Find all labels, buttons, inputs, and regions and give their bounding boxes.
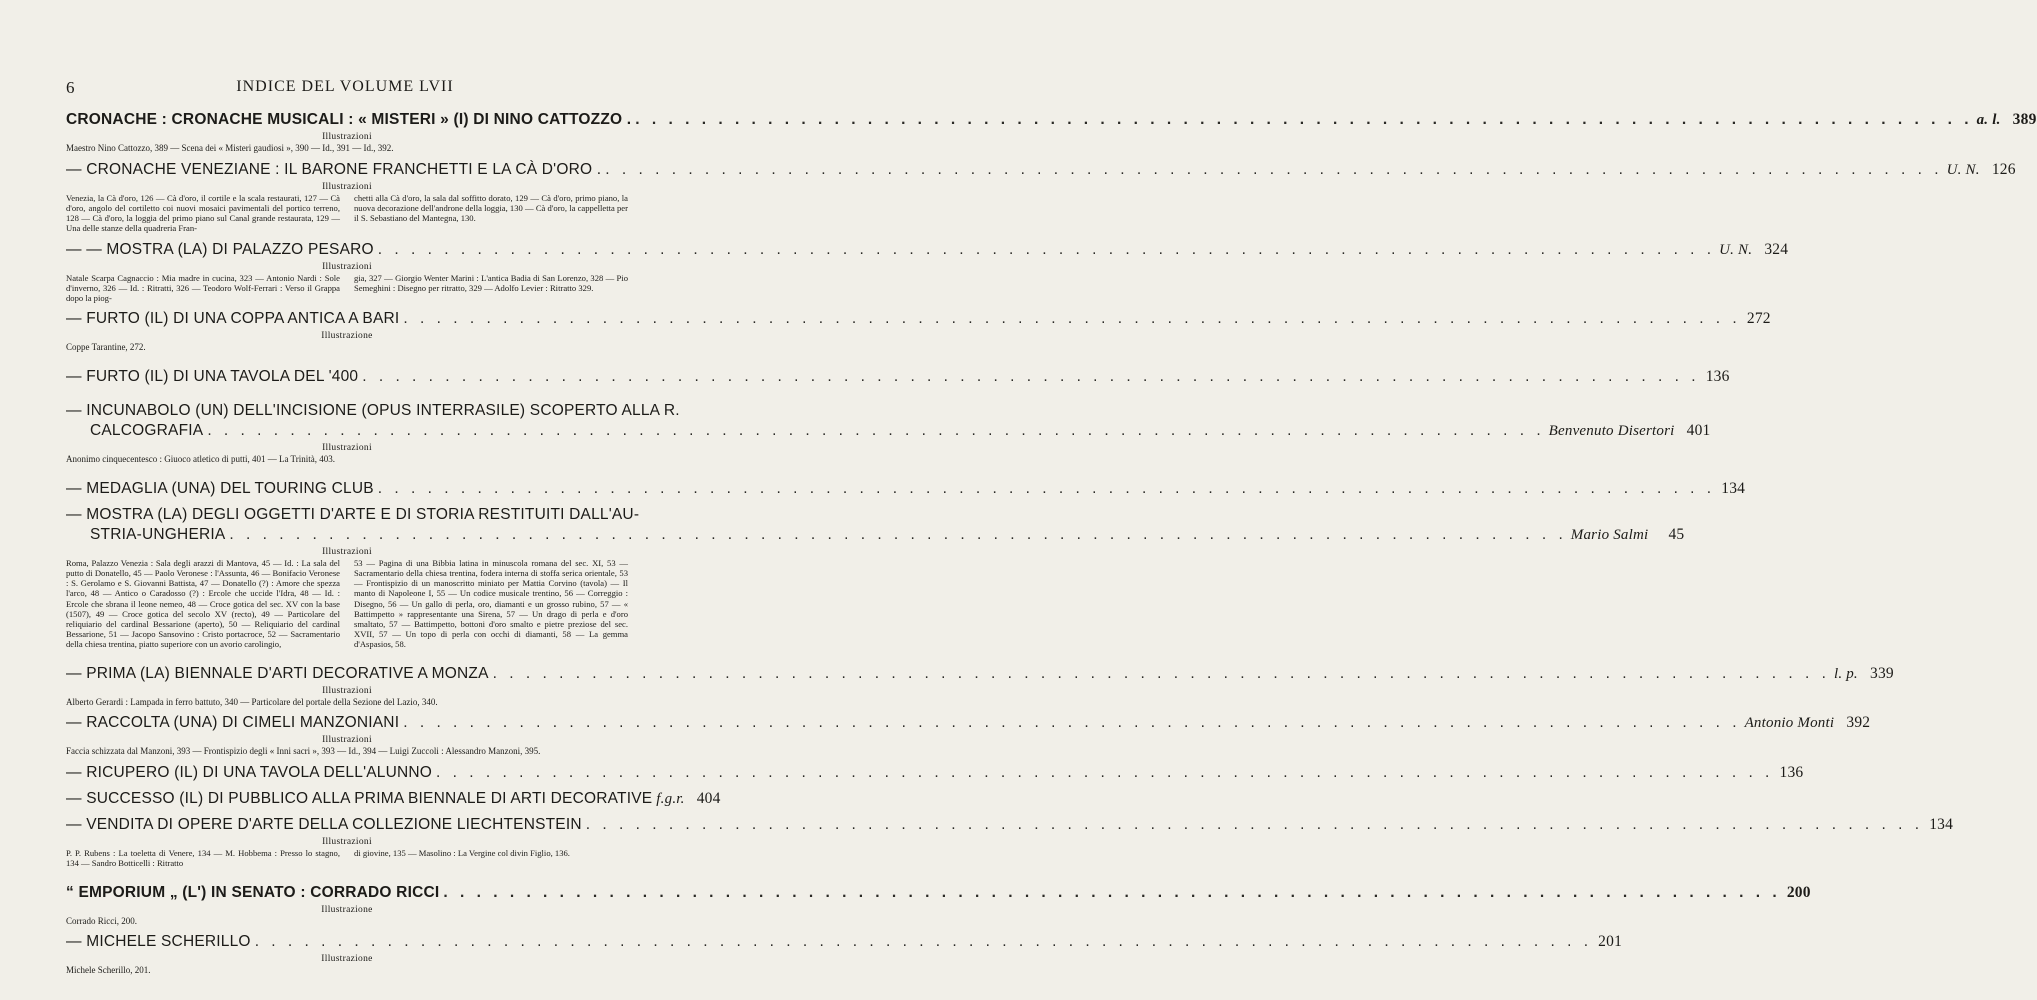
- entry-title: — RACCOLTA (UNA) DI CIMELI MANZONIANI: [66, 714, 400, 732]
- entry-author: U. N.: [1719, 241, 1753, 258]
- running-title: INDICE DEL VOLUME LVII: [236, 78, 454, 95]
- entry-title-2: STRIA-UNGHERIA: [90, 525, 226, 543]
- entry-title-continuation: [66, 421, 1711, 441]
- illustrations-label: Illustrazioni: [322, 735, 372, 746]
- illustrations-list: Anonimo cinquecentesco : Giuoco atletico di putti, 401 — La Trinità, 403.: [66, 454, 335, 465]
- entry-page: 126: [1991, 160, 2016, 178]
- entry-page: 134: [1721, 479, 1746, 497]
- illustrations-label: Illustrazioni: [322, 546, 372, 557]
- index-entry: [66, 815, 1954, 869]
- leader-dots: [403, 309, 1740, 329]
- index-entry: [66, 763, 1804, 783]
- entry-title: — SUCCESSO (IL) DI PUBBLICO ALLA PRIMA BIENNALE DI ARTI DECORATIVE: [66, 790, 653, 808]
- entry-author: l. p.: [1833, 665, 1858, 682]
- index-entry: [66, 932, 1623, 976]
- leader-dots: [493, 664, 1830, 684]
- entry-title: — MOSTRA (LA) DEGLI OGGETTI D'ARTE E DI STORIA RESTITUITI DALL'AU-: [66, 505, 640, 523]
- illustrations-list: Michele Scherillo, 201.: [66, 965, 151, 976]
- entry-title: “ EMPORIUM „ (L') IN SENATO : CORRADO RICCI: [66, 883, 440, 901]
- leader-dots: [255, 932, 1592, 952]
- entry-page: 200: [1786, 883, 1811, 901]
- entry-author: U. N.: [1946, 161, 1980, 178]
- illustrations-col-right: chetti alla Cà d'oro, la sala dal soffitto dorato, 129 — Cà d'oro, primo piano, la nuova decorazione dell'androne della loggia, 130 — Cà d'oro, la cappelletta per il S. Sebastiano del Mantegna, 130.: [354, 192, 628, 224]
- entry-title: — FURTO (IL) DI UNA COPPA ANTICA A BARI: [66, 310, 400, 328]
- entry-author: Mario Salmi: [1570, 526, 1649, 543]
- illustrations-label: Illustrazioni: [322, 837, 372, 848]
- illustrations-col-left: Venezia, la Cà d'oro, 126 — Cà d'oro, il cortile e la scala restaurati, 127 — Cà d'oro, angolo del cortiletto coi nuovi mosaici pavimentali del portico terreno, 128 — Cà d'oro, la loggia del primo piano sul Canal grande restaurata, 129 — Una delle stanze della quadreria Fran-: [66, 192, 340, 234]
- illustrations-list: Coppe Tarantine, 272.: [66, 342, 146, 353]
- entry-title-line: [66, 664, 1894, 684]
- illustrations-list: Corrado Ricci, 200.: [66, 915, 137, 926]
- index-entry: [66, 367, 1730, 387]
- leader-dots: [207, 421, 1544, 441]
- illustrations-label: Illustrazioni: [322, 443, 372, 454]
- index-column: [66, 110, 2037, 976]
- index-entry: [66, 401, 1711, 465]
- entry-title-line: [66, 763, 1804, 783]
- index-entry: [66, 110, 2037, 154]
- entry-title: — CRONACHE VENEZIANE : IL BARONE FRANCHETTI E LA CÀ D'ORO .: [66, 160, 602, 178]
- illustrations-col-right: 53 — Pagina di una Bibbia latina in minuscola romana del sec. XI, 53 — Sacramentario della chiesa trentina, fodera interna di stoffa serica orientale, 53 — Frontispizio di un manoscritto miniato per Mattia Corvino (tavola) — Il manto di Napoleone I, 55 — Un codice musicale trentino, 56 — Correggio : Disegno, 56 — Un gallo di perla, oro, diamanti e un grosso rubino, 57 — « Battimpetto » rappresentante una Sirena, 57 — Un drago di perla e d'oro smaltato, 57 — Battimpetto, bottoni d'oro smalto e pietre preziose del sec. XVII, 57 — Un topo di perla con occhi di diamanti, 58 — La gemma d'Aspasios, 58.: [354, 557, 628, 650]
- entry-title: CRONACHE : CRONACHE MUSICALI : « MISTERI » (I) DI NINO CATTOZZO .: [66, 111, 632, 128]
- illustrations-list: Alberto Gerardi : Lampada in ferro battuto, 340 — Particolare del portale della Sezione del Lazio, 340.: [66, 696, 438, 707]
- entry-title: — INCUNABOLO (UN) DELL'INCISIONE (OPUS INTERRASILE) SCOPERTO ALLA R.: [66, 402, 680, 420]
- entry-page: 339: [1870, 664, 1894, 682]
- entry-title-line: [66, 505, 640, 525]
- entry-page: 272: [1746, 310, 1771, 328]
- index-entry: [66, 479, 1746, 499]
- illustrations-col-right: gia, 327 — Giorgio Wenter Marini : L'antica Badia di San Lorenzo, 328 — Pio Semeghini : Disegno per ritratto, 329 — Adolfo Levier : Ritratto 329.: [354, 272, 628, 293]
- index-entry: [66, 789, 721, 809]
- entry-title-line: [66, 789, 721, 809]
- entry-author: Benvenuto Disertori: [1548, 423, 1675, 440]
- running-header: [0, 78, 690, 100]
- entry-page: 134: [1929, 816, 1954, 834]
- entry-title: — — MOSTRA (LA) DI PALAZZO PESARO: [66, 240, 374, 258]
- entry-title-line: [66, 883, 1811, 903]
- entry-title-line: [66, 713, 1871, 733]
- entry-title-line: [66, 110, 2037, 130]
- entry-title: — PRIMA (LA) BIENNALE D'ARTI DECORATIVE A MONZA: [66, 664, 489, 682]
- entry-title-line: [66, 401, 680, 421]
- leader-dots: [362, 367, 1699, 387]
- entry-page: 324: [1764, 240, 1789, 258]
- entry-title-line: [66, 479, 1746, 499]
- leader-dots: [605, 160, 1942, 180]
- illustrations-label: Illustrazione: [321, 331, 373, 342]
- illustrations-list: Faccia schizzata dal Manzoni, 393 — Frontispizio degli « Inni sacri », 393 — Id., 394 — Luigi Zuccoli : Alessandro Manzoni, 395.: [66, 746, 541, 757]
- entry-title-line: [66, 309, 1771, 329]
- entry-author: a. l.: [1976, 112, 2001, 128]
- leader-dots: [378, 479, 1715, 499]
- leader-dots: [403, 713, 1740, 733]
- entry-title-2: CALCOGRAFIA: [90, 422, 204, 440]
- index-entry: [66, 505, 1685, 650]
- illustrations-label: Illustrazioni: [322, 132, 372, 142]
- illustrations-list: Maestro Nino Cattozzo, 389 — Scena dei « Misteri gaudiosi », 390 — Id., 391 — Id., 392.: [66, 143, 394, 153]
- entry-title-line: [66, 367, 1730, 387]
- entry-title: — RICUPERO (IL) DI UNA TAVOLA DELL'ALUNNO: [66, 764, 433, 782]
- entry-page: 136: [1705, 368, 1730, 386]
- illustrations-col-left: Natale Scarpa Cagnaccio : Mia madre in cucina, 323 — Antonio Nardi : Sole d'inverno, 326 — Id. : Ritratti, 326 — Teodoro Wolf-Ferrari : Verso il Grappa dopo la piog-: [66, 272, 340, 304]
- entry-author: Antonio Monti: [1744, 715, 1835, 732]
- illustrations-col-left: P. P. Rubens : La toeletta di Venere, 134 — M. Hobbema : Presso lo stagno, 134 — Sandro Botticelli : Ritratto: [66, 848, 340, 869]
- illustrations-label: Illustrazione: [321, 904, 373, 915]
- entry-title-line: [66, 160, 2016, 180]
- entry-title: — MICHELE SCHERILLO: [66, 933, 251, 951]
- entry-title: — FURTO (IL) DI UNA TAVOLA DEL '400: [66, 368, 359, 386]
- entry-title-line: [66, 240, 1789, 260]
- illustrations-list: [66, 848, 628, 868]
- leader-dots: [378, 240, 1715, 260]
- leader-dots: [229, 525, 1566, 545]
- entry-title: — VENDITA DI OPERE D'ARTE DELLA COLLEZIONE LIECHTENSTEIN: [66, 816, 582, 834]
- entry-page: 45: [1668, 525, 1685, 543]
- leader-dots: [586, 815, 1923, 835]
- entry-page: 404: [696, 790, 721, 808]
- index-entry: [66, 240, 1789, 304]
- entry-page: 201: [1598, 933, 1623, 951]
- illustrations-label: Illustrazioni: [322, 685, 372, 696]
- entry-title-line: [66, 932, 1623, 952]
- illustrations-list: [66, 193, 628, 234]
- illustrations-label: Illustrazioni: [322, 261, 372, 272]
- illustrations-list: [66, 273, 628, 304]
- index-entry: [66, 160, 2016, 234]
- entry-title-line: [66, 815, 1954, 835]
- leader-dots: [443, 883, 1780, 903]
- page-number: 6: [66, 78, 75, 97]
- leader-dots: [635, 110, 1972, 130]
- illustrations-label: Illustrazione: [321, 954, 373, 965]
- entry-page: 401: [1686, 422, 1711, 440]
- index-entry: [66, 713, 1871, 757]
- entry-title: — MEDAGLIA (UNA) DEL TOURING CLUB: [66, 479, 374, 497]
- leader-dots: [436, 763, 1773, 783]
- illustrations-col-left: Roma, Palazzo Venezia : Sala degli arazzi di Mantova, 45 — Id. : La sala del putto di Donatello, 45 — Paolo Veronese : l'Assunta, 46 — Bonifacio Veronese : S. Gerolamo e S. Giovanni Battista, 47 — Donatello (?) : Amore che spezza l'arco, 48 — Antico o Caradosso (?) : Ercole che uccide l'Idra, 48 — Id. : Ercole che sbrana il leone nemeo, 48 — Croce gotica del sec. XV con la base (1507), 49 — Croce gotica del secolo XV (recto), 49 — Particolare del reliquiario del cardinal Bessarione (aperto), 50 — Reliquiario del cardinal Bessarione, 51 — Jacopo Sansovino : Cristo portacroce, 52 — Sacramentario della chiesa trentina, piatto superiore con un avorio carolingio,: [66, 557, 340, 650]
- illustrations-col-right: di giovine, 135 — Masolino : La Vergine col divin Figlio, 136.: [354, 848, 570, 859]
- entry-title-continuation: [66, 525, 1685, 545]
- index-entry: [66, 664, 1894, 708]
- entry-page: 389: [2012, 111, 2037, 128]
- illustrations-list: [66, 558, 628, 650]
- entry-author: f.g.r.: [656, 791, 685, 808]
- entry-page: 136: [1779, 764, 1804, 782]
- index-entry: [66, 883, 1811, 927]
- entry-page: 392: [1846, 714, 1871, 732]
- illustrations-label: Illustrazioni: [322, 181, 372, 192]
- index-entry: [66, 309, 1771, 353]
